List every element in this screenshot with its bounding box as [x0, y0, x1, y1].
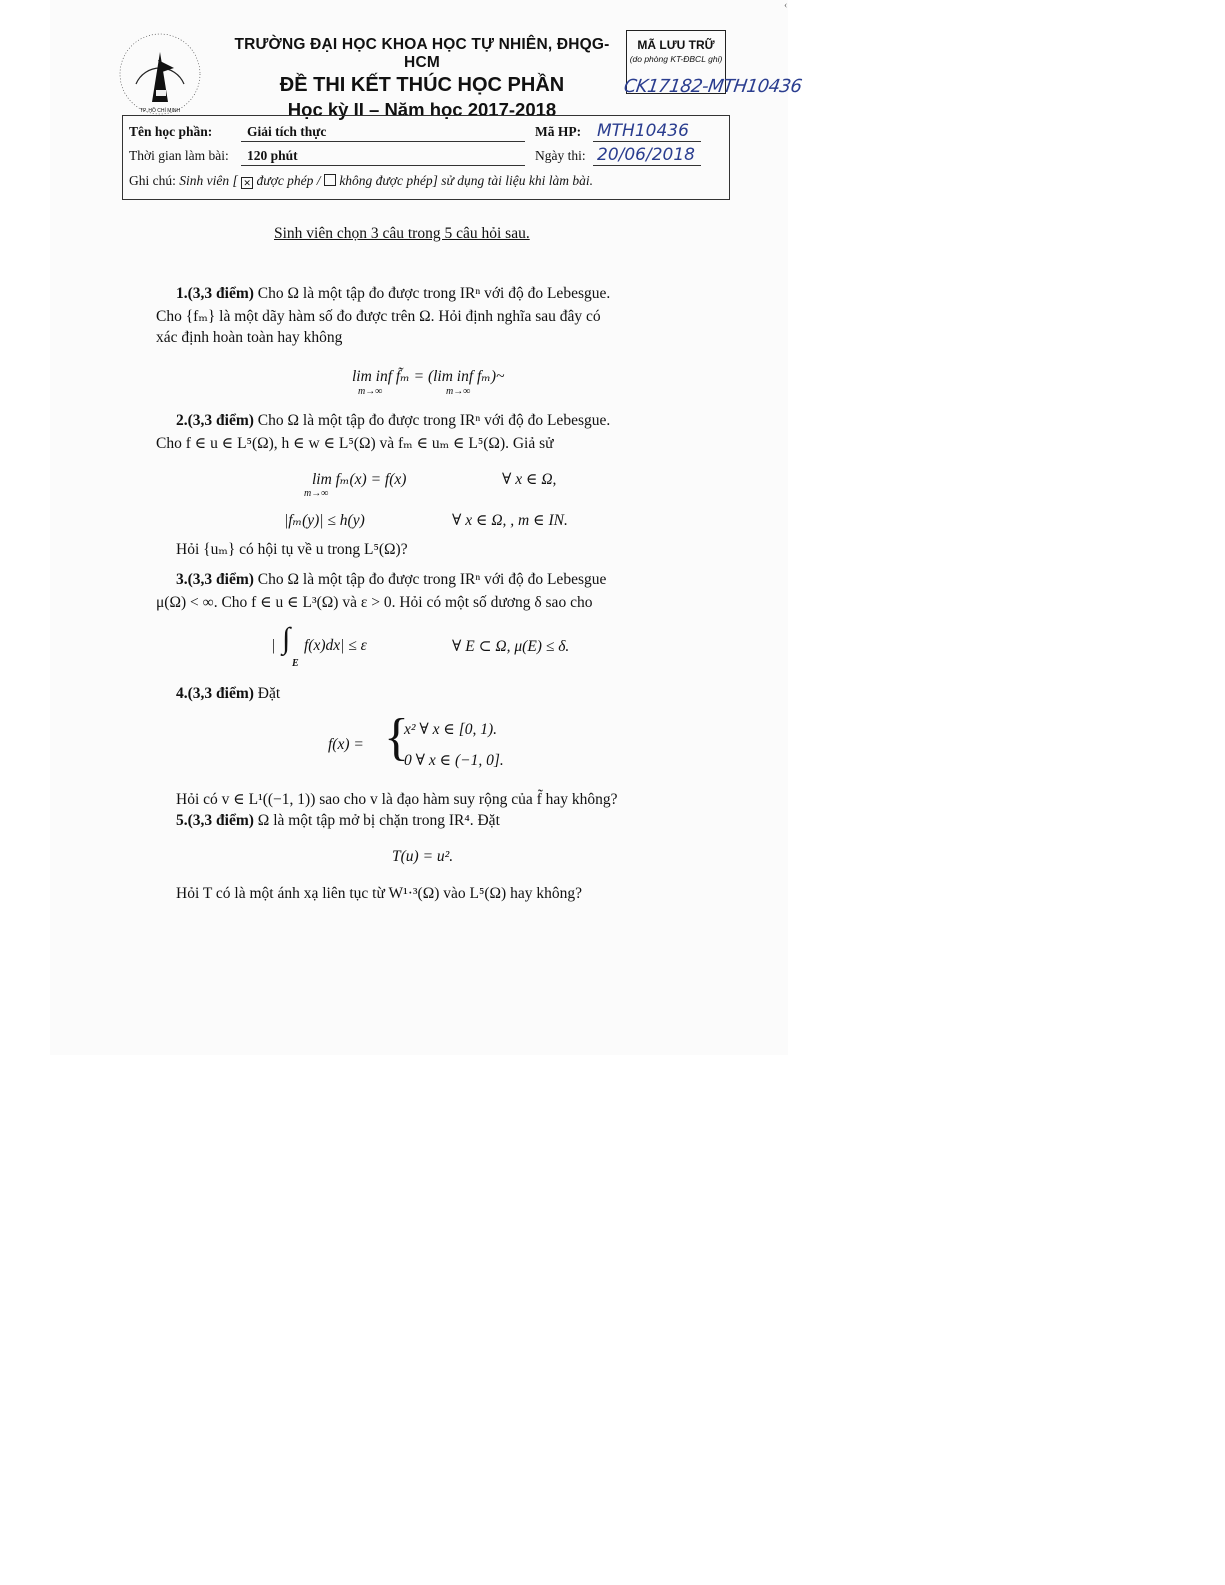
archive-code: CK17182-MTH10436 [622, 76, 803, 97]
q1-formula-sub-left: m→∞ [358, 386, 383, 397]
q4-head: 4.(3,3 điểm) [176, 685, 254, 702]
q2-line2: Cho f ∈ u ∈ L⁵(Ω), h ∈ w ∈ L⁵(Ω) và fₘ ∈ uₘ ∈ L⁵(Ω). Giả sử [156, 435, 554, 452]
svg-text:TP. HỒ CHÍ MINH: TP. HỒ CHÍ MINH [139, 108, 181, 114]
q3-eq-left: f(x)dx| ≤ ε [304, 637, 367, 654]
university-name: TRƯỜNG ĐẠI HỌC KHOA HỌC TỰ NHIÊN, ĐHQG-HCM [234, 36, 610, 71]
course-info-box [122, 115, 730, 200]
q4-line1 [176, 685, 280, 703]
q2-eq1-sub: m→∞ [304, 488, 329, 499]
code-underline [593, 141, 701, 142]
q3-integral-sign: ∫ [282, 622, 291, 655]
course-label: Tên học phần: [129, 124, 213, 139]
q3-head: 3.(3,3 điểm) [176, 571, 254, 588]
q1-text1: Cho Ω là một tập đo được trong IRⁿ với độ đo Lebesgue. [257, 285, 611, 302]
allowed-checkbox: ✕ [241, 177, 253, 189]
course-value: Giải tích thực [247, 124, 327, 139]
note-label: Ghi chú: [129, 173, 176, 188]
code-value: MTH10436 [597, 121, 689, 141]
q3-integral-sub: E [292, 658, 299, 669]
q2-line1 [176, 412, 610, 430]
q1-formula-sub-right: m→∞ [446, 386, 471, 397]
exam-header [222, 36, 622, 121]
q3-eq-right: ∀ E ⊂ Ω, μ(E) ≤ δ. [452, 638, 570, 655]
q4-question: Hỏi có v ∈ L¹((−1, 1)) sao cho v là đạo hàm suy rộng của f̃ hay không? [176, 791, 618, 808]
q1-line3: xác định hoàn toàn hay không [156, 329, 343, 346]
q5-text1: Ω là một tập mở bị chặn trong IR⁴. Đặt [257, 812, 500, 829]
note-text-1: Sinh viên [ [179, 173, 238, 188]
q4-brace: { [384, 709, 409, 766]
q2-eq1-left: lim fₘ(x) = f(x) [312, 471, 407, 488]
q2-eq2-left: |fₘ(y)| ≤ h(y) [284, 512, 365, 529]
scan-edge-mark: ‹ [784, 0, 788, 11]
note-not-allowed: không được phép] sử dụng tài liệu khi làm bài. [339, 173, 593, 188]
q3-line2: μ(Ω) < ∞. Cho f ∈ u ∈ L³(Ω) và ε > 0. Hỏi có một số dương δ sao cho [156, 594, 593, 611]
not-allowed-checkbox [324, 174, 336, 186]
q1-formula: lim inf f̃ₘ = (lim inf fₘ)~ [352, 368, 505, 385]
archive-note: (do phòng KT-ĐBCL ghi) [629, 54, 723, 64]
q2-head: 2.(3,3 điểm) [176, 412, 254, 429]
note-line [129, 173, 593, 189]
date-value: 20/06/2018 [597, 145, 695, 165]
q3-line1 [176, 571, 606, 589]
date-underline [593, 165, 701, 166]
instruction: Sinh viên chọn 3 câu trong 5 câu hỏi sau. [274, 225, 530, 242]
q5-formula: T(u) = u². [392, 848, 454, 865]
q3-abs-bar: | [272, 637, 276, 654]
code-label: Mã HP: [535, 124, 582, 139]
q2-eq2-right: ∀ x ∈ Ω, , m ∈ IN. [452, 512, 568, 529]
q1-line1 [176, 285, 610, 303]
q2-question: Hỏi {uₘ} có hội tụ về u trong L⁵(Ω)? [176, 541, 408, 558]
time-value: 120 phút [247, 148, 298, 163]
q4-text1: Đặt [257, 685, 281, 702]
course-underline [241, 141, 525, 142]
q1-line2: Cho {fₘ} là một dãy hàm số đo được trên Ω. Hỏi định nghĩa sau đây có [156, 308, 601, 325]
university-logo [118, 32, 202, 116]
q2-text1: Cho Ω là một tập đo được trong IRⁿ với độ đo Lebesgue. [257, 412, 611, 429]
q2-eq1-right: ∀ x ∈ Ω, [502, 471, 557, 488]
q4-fx: f(x) = [328, 736, 364, 753]
archive-title: MÃ LƯU TRỮ [637, 38, 715, 52]
note-allowed: được phép / [256, 173, 321, 188]
date-label: Ngày thi: [535, 148, 586, 163]
semester: Học kỳ II – Năm học 2017-2018 [287, 99, 557, 120]
q3-text1: Cho Ω là một tập đo được trong IRⁿ với độ đo Lebesgue [257, 571, 607, 588]
q5-question: Hỏi T có là một ánh xạ liên tục từ W¹·³(Ω) vào L⁵(Ω) hay không? [176, 885, 582, 902]
q4-case2: 0 ∀ x ∈ (−1, 0]. [404, 752, 504, 769]
q1-head: 1.(3,3 điểm) [176, 285, 254, 302]
exam-title: ĐỀ THI KẾT THÚC HỌC PHẦN [279, 74, 565, 96]
q5-line1 [176, 812, 500, 830]
q5-head: 5.(3,3 điểm) [176, 812, 254, 829]
q4-case1: x² ∀ x ∈ [0, 1). [404, 721, 498, 738]
time-label: Thời gian làm bài: [129, 148, 229, 163]
time-underline [241, 165, 525, 166]
